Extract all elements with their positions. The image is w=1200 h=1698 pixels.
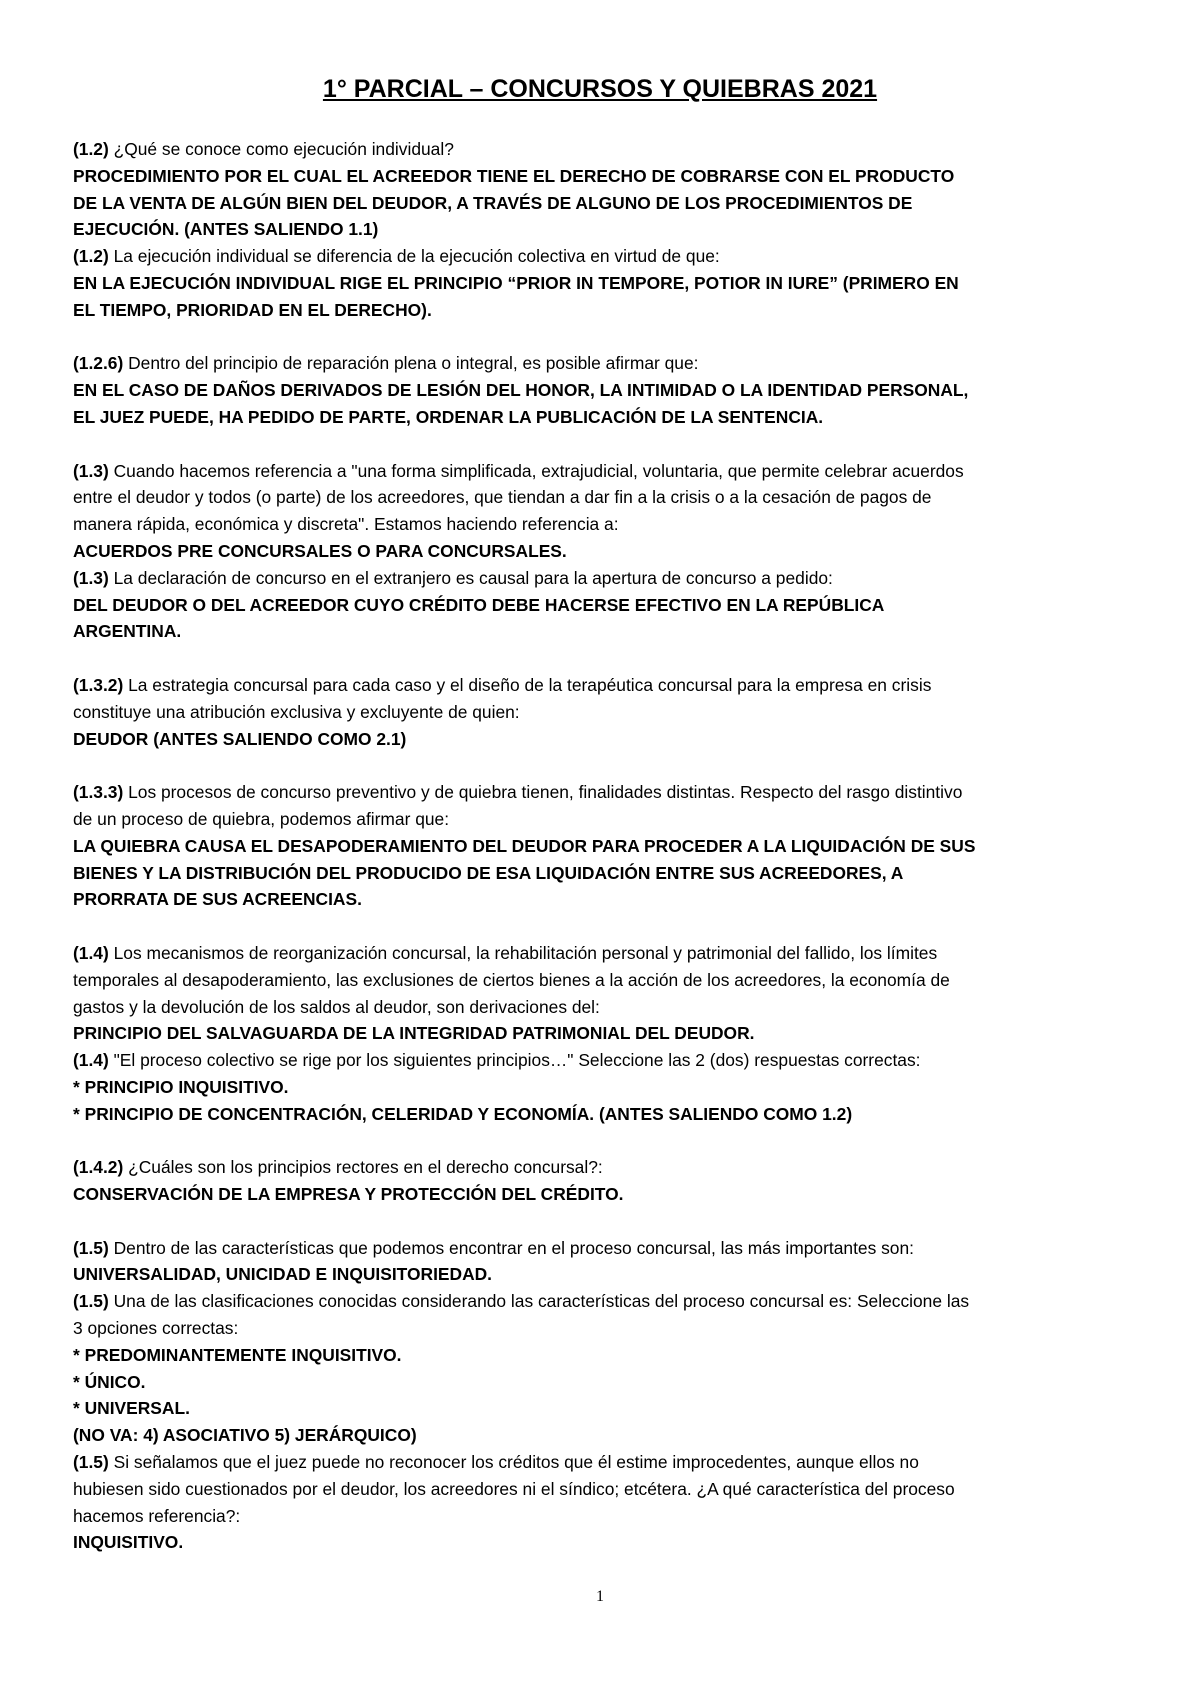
question-number: (1.5) — [73, 1452, 109, 1473]
question-continuation-line: temporales al desapoderamiento, las exclusiones de ciertos bienes a la acción de los acreedores, la economía de — [73, 969, 950, 990]
blank-line — [73, 752, 1135, 779]
question-number: (1.4) — [73, 942, 109, 963]
question-text: Una de las clasificaciones conocidas considerando las características del proceso concursal es: Seleccione las — [108, 1291, 970, 1312]
answer-line: * ÚNICO. — [73, 1371, 146, 1392]
answer-line: EN EL CASO DE DAÑOS DERIVADOS DE LESIÓN DEL HONOR, LA INTIMIDAD O LA IDENTIDAD PERSONAL, — [73, 380, 969, 401]
page-number: 1 — [596, 1588, 604, 1605]
question-line — [73, 940, 1135, 967]
question-continuation-line: 3 opciones correctas: — [73, 1318, 239, 1339]
question-text: Cuando hacemos referencia a "una forma simplificada, extrajudicial, voluntaria, que permite celebrar acuerdos — [108, 460, 964, 481]
question-continuation-line: manera rápida, económica y discreta". Estamos haciendo referencia a: — [73, 514, 619, 535]
question-number: (1.5) — [73, 1291, 109, 1312]
question-text: ¿Cuáles son los principios rectores en el derecho concursal?: — [123, 1157, 603, 1178]
answer-line: PRORRATA DE SUS ACREENCIAS. — [73, 889, 362, 910]
question-line — [73, 1288, 1135, 1315]
question-text: Dentro del principio de reparación plena o integral, es posible afirmar que: — [123, 353, 699, 374]
question-continuation-line: hacemos referencia?: — [73, 1505, 241, 1526]
answer-line: INQUISITIVO. — [73, 1532, 184, 1553]
question-text: "El proceso colectivo se rige por los siguientes principios…" Seleccione las 2 (dos) respuestas correctas: — [108, 1050, 921, 1071]
question-text: Los procesos de concurso preventivo y de quiebra tienen, finalidades distintas. Respecto del rasgo distintivo — [123, 782, 963, 803]
question-number: (1.5) — [73, 1237, 109, 1258]
blank-line — [73, 913, 1135, 940]
question-number: (1.3) — [73, 567, 109, 588]
document-title: 1° PARCIAL – CONCURSOS Y QUIEBRAS 2021 — [322, 75, 878, 103]
answer-line: LA QUIEBRA CAUSA EL DESAPODERAMIENTO DEL DEUDOR PARA PROCEDER A LA LIQUIDACIÓN DE SUS — [73, 835, 976, 856]
question-number: (1.2.6) — [73, 353, 124, 374]
answer-line: EN LA EJECUCIÓN INDIVIDUAL RIGE EL PRINCIPIO “PRIOR IN TEMPORE, POTIOR IN IURE” (PRIMERO EN — [73, 272, 959, 293]
question-continuation-line: constituye una atribución exclusiva y excluyente de quien: — [73, 701, 520, 722]
question-text: La ejecución individual se diferencia de la ejecución colectiva en virtud de que: — [108, 246, 720, 267]
answer-line: DEL DEUDOR O DEL ACREEDOR CUYO CRÉDITO DEBE HACERSE EFECTIVO EN LA REPÚBLICA — [73, 594, 885, 615]
document-body — [73, 136, 1135, 1556]
blank-line — [73, 324, 1135, 351]
answer-line: ARGENTINA. — [73, 621, 182, 642]
question-line — [73, 243, 1135, 270]
answer-line: UNIVERSALIDAD, UNICIDAD E INQUISITORIEDAD. — [73, 1264, 493, 1285]
question-text: Los mecanismos de reorganización concursal, la rehabilitación personal y patrimonial del fallido, los límites — [108, 942, 938, 963]
blank-line — [73, 645, 1135, 672]
question-line — [73, 458, 1135, 485]
answer-line: (NO VA: 4) ASOCIATIVO 5) JERÁRQUICO) — [73, 1425, 417, 1446]
question-number: (1.3) — [73, 460, 109, 481]
question-line — [73, 1047, 1135, 1074]
answer-line: EL TIEMPO, PRIORIDAD EN EL DERECHO). — [73, 299, 432, 320]
answer-line: DEUDOR (ANTES SALIENDO COMO 2.1) — [73, 728, 407, 749]
question-continuation-line: gastos y la devolución de los saldos al deudor, son derivaciones del: — [73, 996, 600, 1017]
blank-line — [73, 1208, 1135, 1235]
answer-line: PRINCIPIO DEL SALVAGUARDA DE LA INTEGRIDAD PATRIMONIAL DEL DEUDOR. — [73, 1023, 755, 1044]
answer-line: ACUERDOS PRE CONCURSALES O PARA CONCURSALES. — [73, 540, 567, 561]
blank-line — [73, 1127, 1135, 1154]
question-number: (1.4.2) — [73, 1157, 124, 1178]
question-number: (1.2) — [73, 139, 109, 159]
question-number: (1.4) — [73, 1050, 109, 1071]
question-continuation-line: hubiesen sido cuestionados por el deudor, los acreedores ni el síndico; etcétera. ¿A qué característica del proceso — [73, 1478, 955, 1499]
question-text: La declaración de concurso en el extranjero es causal para la apertura de concurso a pedido: — [108, 567, 833, 588]
answer-line: * PRINCIPIO DE CONCENTRACIÓN, CELERIDAD Y ECONOMÍA. (ANTES SALIENDO COMO 1.2) — [73, 1103, 853, 1124]
answer-line: CONSERVACIÓN DE LA EMPRESA Y PROTECCIÓN DEL CRÉDITO. — [73, 1184, 624, 1205]
question-line — [73, 1449, 1135, 1476]
question-text: La estrategia concursal para cada caso y el diseño de la terapéutica concursal para la empresa en crisis — [123, 674, 932, 695]
question-continuation-line: de un proceso de quiebra, podemos afirmar que: — [73, 808, 450, 829]
question-line — [73, 136, 1135, 163]
question-line — [73, 1154, 1135, 1181]
question-line — [73, 565, 1135, 592]
question-number: (1.2) — [73, 246, 109, 267]
question-line — [73, 1235, 1135, 1262]
question-text: Dentro de las características que podemos encontrar en el proceso concursal, las más importantes son: — [108, 1237, 914, 1258]
question-text: Si señalamos que el juez puede no reconocer los créditos que él estime improcedentes, aunque ellos no — [108, 1452, 919, 1473]
blank-line — [73, 431, 1135, 458]
answer-line: BIENES Y LA DISTRIBUCIÓN DEL PRODUCIDO DE ESA LIQUIDACIÓN ENTRE SUS ACREEDORES, A — [73, 862, 904, 883]
answer-line: PROCEDIMIENTO POR EL CUAL EL ACREEDOR TIENE EL DERECHO DE COBRARSE CON EL PRODUCTO — [73, 165, 955, 186]
answer-line: DE LA VENTA DE ALGÚN BIEN DEL DEUDOR, A TRAVÉS DE ALGUNO DE LOS PROCEDIMIENTOS DE — [73, 192, 913, 213]
question-number: (1.3.2) — [73, 674, 124, 695]
question-line — [73, 779, 1135, 806]
question-continuation-line: entre el deudor y todos (o parte) de los acreedores, que tiendan a dar fin a la crisis o a la cesación de pagos de — [73, 487, 932, 508]
question-line — [73, 672, 1135, 699]
answer-line: * PRINCIPIO INQUISITIVO. — [73, 1076, 289, 1097]
answer-line: * UNIVERSAL. — [73, 1398, 190, 1419]
answer-line: * PREDOMINANTEMENTE INQUISITIVO. — [73, 1344, 402, 1365]
answer-line: EL JUEZ PUEDE, HA PEDIDO DE PARTE, ORDENAR LA PUBLICACIÓN DE LA SENTENCIA. — [73, 406, 824, 427]
question-text: ¿Qué se conoce como ejecución individual? — [108, 139, 454, 159]
answer-line: EJECUCIÓN. (ANTES SALIENDO 1.1) — [73, 219, 379, 240]
question-number: (1.3.3) — [73, 782, 124, 803]
question-line — [73, 350, 1135, 377]
